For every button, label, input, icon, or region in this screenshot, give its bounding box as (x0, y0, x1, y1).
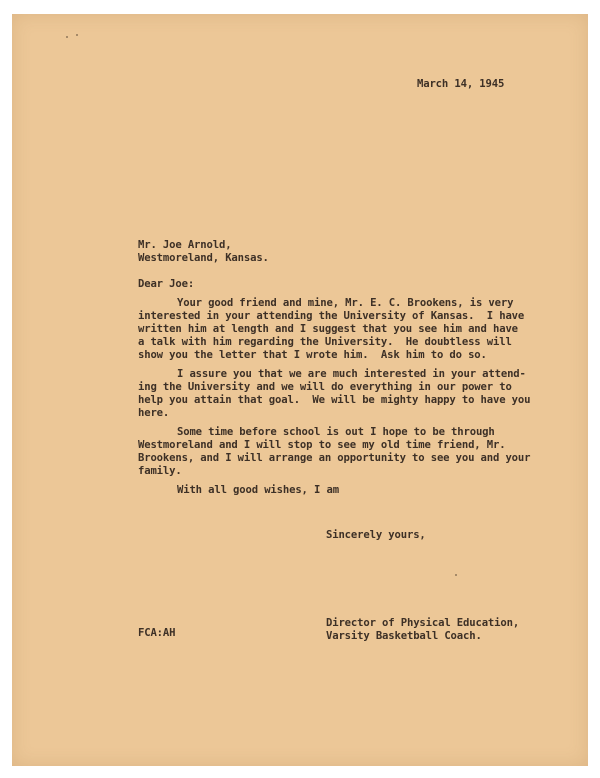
paragraph1-line: interested in your attending the University of Kansas. I have (138, 310, 525, 322)
paragraph1-line: Your good friend and mine, Mr. E. C. Brookens, is very (177, 297, 514, 309)
paragraph3-line: Some time before school is out I hope to be through (177, 426, 495, 438)
signature-title-line: Director of Physical Education, (326, 617, 520, 629)
paragraph3-line: family. (138, 465, 182, 477)
recipient-address: Westmoreland, Kansas. (138, 252, 269, 264)
paragraph1-line: a talk with him regarding the University. He doubtless will (138, 336, 512, 348)
paper-speck (76, 34, 78, 36)
paper-speck (455, 574, 457, 576)
paper-speck (66, 36, 68, 38)
paragraph2-line: help you attain that goal. We will be mighty happy to have you (138, 394, 531, 406)
paragraph2-line: here. (138, 407, 170, 419)
paragraph1-line: written him at length and I suggest that you see him and have (138, 323, 518, 335)
letter-page (12, 14, 588, 766)
paragraph1-line: show you the letter that I wrote him. Ask him to do so. (138, 349, 487, 361)
salutation: Dear Joe: (138, 278, 195, 290)
paragraph2-line: I assure you that we are much interested in your attend- (177, 368, 526, 380)
paragraph2-line: ing the University and we will do everything in our power to (138, 381, 512, 393)
reference-initials: FCA:AH (138, 627, 176, 639)
letter-date: March 14, 1945 (417, 78, 505, 90)
closing-line: With all good wishes, I am (177, 484, 339, 496)
recipient-name: Mr. Joe Arnold, (138, 239, 232, 251)
complimentary-close: Sincerely yours, (326, 529, 426, 541)
signature-title-line: Varsity Basketball Coach. (326, 630, 482, 642)
paragraph3-line: Westmoreland and I will stop to see my old time friend, Mr. (138, 439, 506, 451)
paragraph3-line: Brookens, and I will arrange an opportunity to see you and your (138, 452, 531, 464)
